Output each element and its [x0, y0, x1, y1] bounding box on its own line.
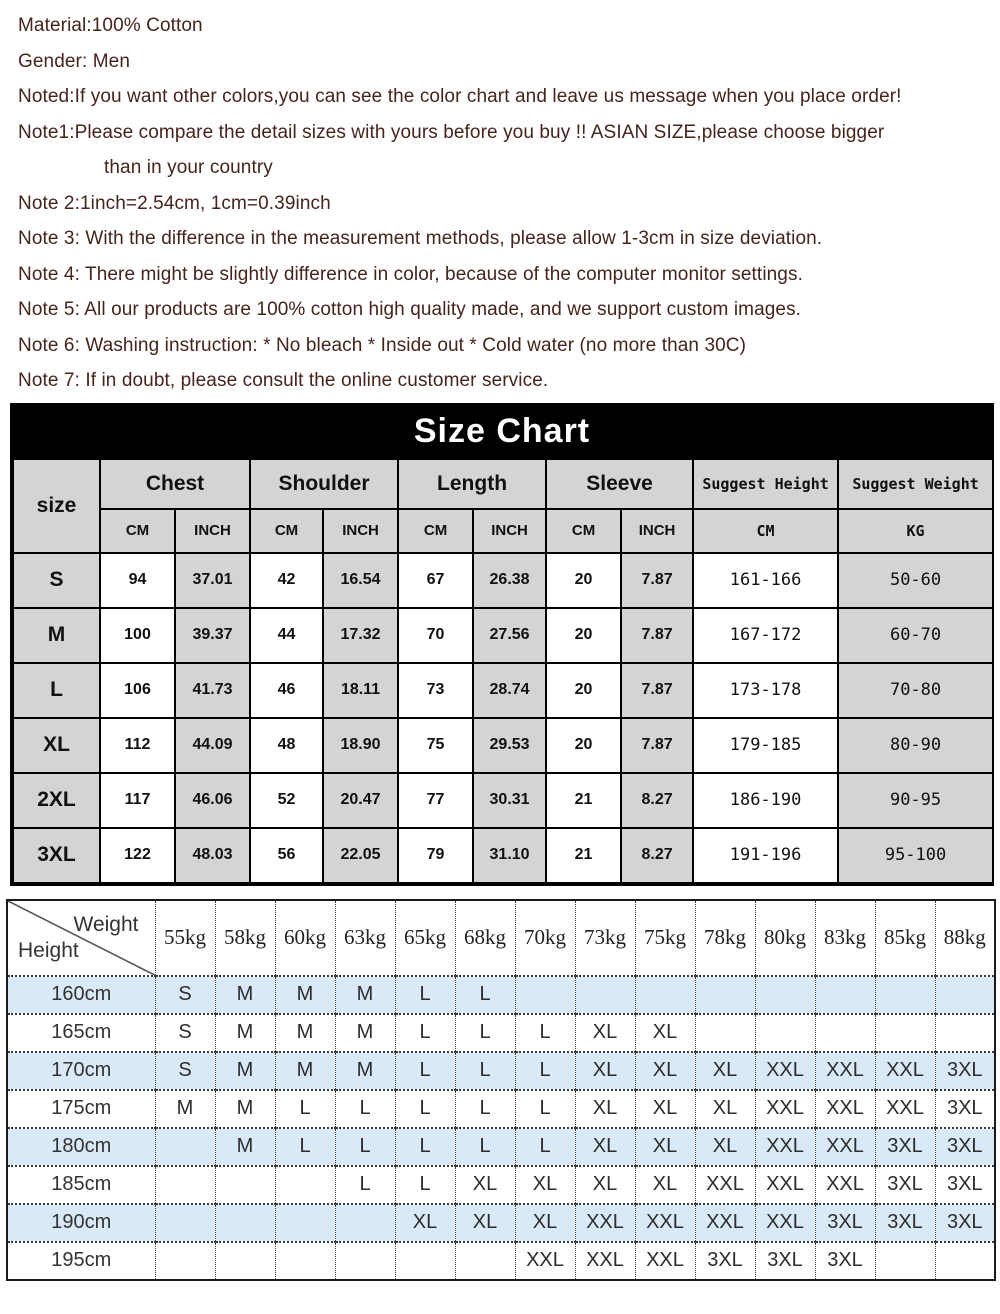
- suggest-weight-cell: 70-80: [838, 663, 993, 718]
- size-recommendation-cell: S: [155, 976, 215, 1014]
- size-recommendation-cell: XL: [575, 1128, 635, 1166]
- size-recommendation-cell: XL: [455, 1166, 515, 1204]
- size-chart-row: [13, 663, 993, 718]
- corner-height-label: Height: [18, 938, 79, 962]
- note-line: Note 6: Washing instruction: * No bleach * Inside out * Cold water (no more than 30C): [18, 334, 747, 356]
- size-chart-row: [13, 773, 993, 828]
- weight-header: 78kg: [695, 900, 755, 976]
- size-recommendation-cell: XXL: [755, 1204, 815, 1242]
- measurement-cell: 8.27: [621, 773, 693, 828]
- measurement-cell: 70: [398, 608, 473, 663]
- size-recommendation-cell: [215, 1166, 275, 1204]
- measurement-cell: 106: [100, 663, 175, 718]
- size-label: S: [13, 553, 100, 608]
- size-recommendation-cell: S: [155, 1014, 215, 1052]
- unit-header: INCH: [175, 509, 250, 553]
- note-line: Note 2:1inch=2.54cm, 1cm=0.39inch: [18, 192, 331, 214]
- measurement-cell: 42: [250, 553, 323, 608]
- size-recommendation-cell: 3XL: [935, 1128, 995, 1166]
- size-recommendation-cell: 3XL: [935, 1090, 995, 1128]
- size-recommendation-cell: M: [335, 1052, 395, 1090]
- size-recommendation-cell: XXL: [815, 1090, 875, 1128]
- weight-header: 60kg: [275, 900, 335, 976]
- measurement-cell: 20: [546, 663, 621, 718]
- size-recommendation-cell: M: [335, 1014, 395, 1052]
- size-recommendation-cell: [215, 1204, 275, 1242]
- size-recommendation-cell: [335, 1242, 395, 1280]
- weight-header: 73kg: [575, 900, 635, 976]
- size-recommendation-cell: L: [335, 1090, 395, 1128]
- height-weight-size-matrix: [6, 899, 996, 1281]
- matrix-row: [7, 1166, 995, 1204]
- size-recommendation-cell: L: [395, 1166, 455, 1204]
- size-recommendation-cell: [875, 1242, 935, 1280]
- size-chart: [10, 403, 994, 886]
- size-recommendation-cell: L: [395, 1014, 455, 1052]
- measurement-cell: 29.53: [473, 718, 546, 773]
- size-recommendation-cell: XL: [515, 1166, 575, 1204]
- size-recommendation-cell: S: [155, 1052, 215, 1090]
- measurement-cell: 48.03: [175, 828, 250, 883]
- measurement-cell: 31.10: [473, 828, 546, 883]
- size-recommendation-cell: [815, 1014, 875, 1052]
- size-recommendation-cell: [935, 1242, 995, 1280]
- size-chart-table: [12, 458, 994, 884]
- measurement-cell: 7.87: [621, 718, 693, 773]
- product-notes: [0, 0, 1000, 399]
- size-recommendation-cell: 3XL: [755, 1242, 815, 1280]
- size-recommendation-cell: XL: [635, 1014, 695, 1052]
- size-recommendation-cell: XL: [515, 1204, 575, 1242]
- size-recommendation-cell: L: [275, 1128, 335, 1166]
- size-label: XL: [13, 718, 100, 773]
- measurement-cell: 16.54: [323, 553, 398, 608]
- size-recommendation-cell: XXL: [695, 1204, 755, 1242]
- measurement-cell: 46.06: [175, 773, 250, 828]
- measurement-cell: 94: [100, 553, 175, 608]
- size-recommendation-cell: XXL: [575, 1242, 635, 1280]
- measurement-cell: 52: [250, 773, 323, 828]
- size-recommendation-cell: XXL: [575, 1204, 635, 1242]
- suggest-height-cell: 179-185: [693, 718, 838, 773]
- measurement-cell: 41.73: [175, 663, 250, 718]
- size-recommendation-cell: XL: [575, 1014, 635, 1052]
- size-recommendation-cell: [155, 1128, 215, 1166]
- measurement-cell: 20: [546, 608, 621, 663]
- size-recommendation-cell: M: [275, 1052, 335, 1090]
- size-recommendation-cell: XXL: [755, 1166, 815, 1204]
- measurement-cell: 100: [100, 608, 175, 663]
- size-recommendation-cell: L: [455, 976, 515, 1014]
- height-label: 170cm: [7, 1052, 155, 1090]
- size-recommendation-cell: M: [275, 976, 335, 1014]
- measurement-cell: 39.37: [175, 608, 250, 663]
- corner-weight-label: Weight: [73, 912, 139, 936]
- size-recommendation-cell: XXL: [755, 1052, 815, 1090]
- measurement-cell: 44.09: [175, 718, 250, 773]
- measurement-cell: 117: [100, 773, 175, 828]
- note-line: Note1:Please compare the detail sizes with yours before you buy !! ASIAN SIZE,please choose bigger: [18, 121, 885, 143]
- unit-header: CM: [100, 509, 175, 553]
- size-recommendation-cell: L: [515, 1128, 575, 1166]
- size-recommendation-cell: XXL: [875, 1052, 935, 1090]
- suggest-weight-cell: 60-70: [838, 608, 993, 663]
- measurement-cell: 27.56: [473, 608, 546, 663]
- size-recommendation-cell: [575, 976, 635, 1014]
- measurement-cell: 17.32: [323, 608, 398, 663]
- size-recommendation-cell: [275, 1242, 335, 1280]
- size-recommendation-cell: L: [395, 1128, 455, 1166]
- col-header-suggest-height: Suggest Height: [693, 459, 838, 509]
- unit-header: INCH: [323, 509, 398, 553]
- note-line: Note 3: With the difference in the measurement methods, please allow 1-3cm in size deviation.: [18, 228, 823, 249]
- size-recommendation-cell: M: [275, 1014, 335, 1052]
- weight-header: 55kg: [155, 900, 215, 976]
- size-recommendation-cell: XL: [695, 1090, 755, 1128]
- size-recommendation-cell: 3XL: [815, 1242, 875, 1280]
- size-recommendation-cell: [155, 1204, 215, 1242]
- size-recommendation-cell: [755, 976, 815, 1014]
- note-line: Gender: Men: [18, 50, 130, 72]
- size-recommendation-cell: L: [335, 1166, 395, 1204]
- measurement-cell: 79: [398, 828, 473, 883]
- size-recommendation-cell: 3XL: [875, 1166, 935, 1204]
- suggest-weight-cell: 95-100: [838, 828, 993, 883]
- size-recommendation-cell: 3XL: [935, 1052, 995, 1090]
- matrix-row: [7, 1128, 995, 1166]
- measurement-cell: 77: [398, 773, 473, 828]
- note-line: Note 5: All our products are 100% cotton high quality made, and we support custom images.: [18, 299, 802, 320]
- matrix-row: [7, 976, 995, 1014]
- suggest-height-cell: 191-196: [693, 828, 838, 883]
- measurement-cell: 46: [250, 663, 323, 718]
- size-recommendation-cell: M: [215, 1128, 275, 1166]
- size-chart-unit-header-row: [13, 509, 993, 553]
- size-recommendation-cell: XL: [695, 1128, 755, 1166]
- size-recommendation-cell: [875, 976, 935, 1014]
- size-recommendation-cell: L: [395, 1052, 455, 1090]
- height-label: 190cm: [7, 1204, 155, 1242]
- size-recommendation-cell: L: [455, 1014, 515, 1052]
- size-label: M: [13, 608, 100, 663]
- size-recommendation-cell: L: [275, 1090, 335, 1128]
- size-label: 3XL: [13, 828, 100, 883]
- measurement-cell: 73: [398, 663, 473, 718]
- suggest-weight-cell: 80-90: [838, 718, 993, 773]
- size-recommendation-cell: L: [515, 1090, 575, 1128]
- weight-header: 83kg: [815, 900, 875, 976]
- suggest-height-cell: 167-172: [693, 608, 838, 663]
- size-recommendation-cell: [635, 976, 695, 1014]
- size-recommendation-cell: M: [335, 976, 395, 1014]
- height-label: 180cm: [7, 1128, 155, 1166]
- height-label: 175cm: [7, 1090, 155, 1128]
- suggest-height-cell: 186-190: [693, 773, 838, 828]
- note-line: Note 7: If in doubt, please consult the online customer service.: [18, 370, 549, 391]
- unit-header: INCH: [473, 509, 546, 553]
- size-recommendation-cell: 3XL: [875, 1204, 935, 1242]
- weight-header: 70kg: [515, 900, 575, 976]
- matrix-header-row: [7, 900, 995, 976]
- matrix-row: [7, 1014, 995, 1052]
- size-recommendation-cell: L: [455, 1128, 515, 1166]
- size-recommendation-cell: XL: [635, 1090, 695, 1128]
- size-recommendation-cell: [815, 976, 875, 1014]
- size-recommendation-cell: 3XL: [695, 1242, 755, 1280]
- size-recommendation-cell: L: [335, 1128, 395, 1166]
- size-recommendation-cell: [155, 1242, 215, 1280]
- size-recommendation-cell: XL: [575, 1052, 635, 1090]
- size-recommendation-cell: XXL: [815, 1166, 875, 1204]
- measurement-cell: 26.38: [473, 553, 546, 608]
- size-recommendation-cell: XXL: [755, 1090, 815, 1128]
- weight-header: 63kg: [335, 900, 395, 976]
- height-label: 165cm: [7, 1014, 155, 1052]
- size-recommendation-cell: XL: [635, 1052, 695, 1090]
- size-recommendation-cell: L: [395, 976, 455, 1014]
- col-header-shoulder: Shoulder: [250, 459, 398, 509]
- weight-header: 68kg: [455, 900, 515, 976]
- size-recommendation-cell: M: [215, 1014, 275, 1052]
- size-recommendation-cell: [275, 1166, 335, 1204]
- size-chart-title: Size Chart: [12, 405, 992, 458]
- measurement-cell: 67: [398, 553, 473, 608]
- note-line: Note 4: There might be slightly difference in color, because of the computer monitor settings.: [18, 263, 803, 285]
- size-recommendation-cell: XL: [695, 1052, 755, 1090]
- col-header-suggest-weight: Suggest Weight: [838, 459, 993, 509]
- height-label: 185cm: [7, 1166, 155, 1204]
- suggest-height-cell: 161-166: [693, 553, 838, 608]
- size-recommendation-cell: XXL: [815, 1128, 875, 1166]
- col-header-sleeve: Sleeve: [546, 459, 693, 509]
- size-recommendation-cell: [935, 1014, 995, 1052]
- measurement-cell: 22.05: [323, 828, 398, 883]
- size-recommendation-cell: XL: [395, 1204, 455, 1242]
- matrix-row: [7, 1204, 995, 1242]
- measurement-cell: 7.87: [621, 663, 693, 718]
- size-recommendation-cell: XXL: [695, 1166, 755, 1204]
- size-recommendation-cell: XL: [575, 1090, 635, 1128]
- suggest-height-cell: 173-178: [693, 663, 838, 718]
- size-recommendation-cell: XXL: [635, 1204, 695, 1242]
- weight-header: 75kg: [635, 900, 695, 976]
- measurement-cell: 21: [546, 828, 621, 883]
- col-header-length: Length: [398, 459, 546, 509]
- size-recommendation-cell: XL: [455, 1204, 515, 1242]
- unit-header: CM: [250, 509, 323, 553]
- size-recommendation-cell: [875, 1014, 935, 1052]
- measurement-cell: 75: [398, 718, 473, 773]
- measurement-cell: 37.01: [175, 553, 250, 608]
- size-recommendation-cell: L: [395, 1090, 455, 1128]
- size-recommendation-cell: M: [215, 1052, 275, 1090]
- size-recommendation-cell: L: [455, 1090, 515, 1128]
- measurement-cell: 7.87: [621, 553, 693, 608]
- measurement-cell: 44: [250, 608, 323, 663]
- size-recommendation-cell: [755, 1014, 815, 1052]
- size-chart-group-header-row: [13, 459, 993, 509]
- matrix-row: [7, 1052, 995, 1090]
- measurement-cell: 18.11: [323, 663, 398, 718]
- weight-header: 65kg: [395, 900, 455, 976]
- size-recommendation-cell: L: [515, 1052, 575, 1090]
- size-recommendation-cell: XL: [575, 1166, 635, 1204]
- size-label: 2XL: [13, 773, 100, 828]
- size-recommendation-cell: M: [215, 976, 275, 1014]
- unit-header: INCH: [621, 509, 693, 553]
- measurement-cell: 48: [250, 718, 323, 773]
- size-chart-row: [13, 553, 993, 608]
- measurement-cell: 7.87: [621, 608, 693, 663]
- size-recommendation-cell: [455, 1242, 515, 1280]
- size-recommendation-cell: [335, 1204, 395, 1242]
- size-chart-row: [13, 828, 993, 883]
- size-recommendation-cell: [695, 976, 755, 1014]
- col-header-size: size: [13, 459, 100, 553]
- weight-header: 58kg: [215, 900, 275, 976]
- size-recommendation-cell: 3XL: [815, 1204, 875, 1242]
- col-header-chest: Chest: [100, 459, 250, 509]
- size-recommendation-cell: XXL: [755, 1128, 815, 1166]
- measurement-cell: 20.47: [323, 773, 398, 828]
- height-label: 160cm: [7, 976, 155, 1014]
- size-recommendation-cell: [155, 1166, 215, 1204]
- size-recommendation-cell: XL: [635, 1166, 695, 1204]
- measurement-cell: 21: [546, 773, 621, 828]
- size-recommendation-cell: M: [155, 1090, 215, 1128]
- measurement-cell: 56: [250, 828, 323, 883]
- size-recommendation-cell: [935, 976, 995, 1014]
- size-recommendation-cell: 3XL: [875, 1128, 935, 1166]
- measurement-cell: 112: [100, 718, 175, 773]
- size-recommendation-cell: 3XL: [935, 1204, 995, 1242]
- note-line: Material:100% Cotton: [18, 15, 203, 36]
- measurement-cell: 20: [546, 553, 621, 608]
- size-recommendation-cell: [395, 1242, 455, 1280]
- size-recommendation-cell: [695, 1014, 755, 1052]
- measurement-cell: 28.74: [473, 663, 546, 718]
- weight-header: 88kg: [935, 900, 995, 976]
- measurement-cell: 122: [100, 828, 175, 883]
- measurement-cell: 20: [546, 718, 621, 773]
- size-recommendation-cell: XXL: [815, 1052, 875, 1090]
- suggest-weight-cell: 90-95: [838, 773, 993, 828]
- note-line: Noted:If you want other colors,you can see the color chart and leave us message when you place order!: [18, 86, 902, 107]
- measurement-cell: 18.90: [323, 718, 398, 773]
- unit-header: CM: [398, 509, 473, 553]
- weight-header: 85kg: [875, 900, 935, 976]
- note-line: than in your country: [104, 157, 273, 178]
- suggest-weight-cell: 50-60: [838, 553, 993, 608]
- size-recommendation-cell: XXL: [635, 1242, 695, 1280]
- weight-header: 80kg: [755, 900, 815, 976]
- size-chart-row: [13, 608, 993, 663]
- matrix-corner-cell: [7, 900, 155, 976]
- size-recommendation-cell: L: [515, 1014, 575, 1052]
- size-recommendation-cell: L: [455, 1052, 515, 1090]
- size-recommendation-cell: M: [215, 1090, 275, 1128]
- size-chart-row: [13, 718, 993, 773]
- unit-header-suggest-weight: KG: [838, 509, 993, 553]
- size-recommendation-cell: [515, 976, 575, 1014]
- height-label: 195cm: [7, 1242, 155, 1280]
- size-recommendation-cell: [275, 1204, 335, 1242]
- size-recommendation-cell: [215, 1242, 275, 1280]
- size-recommendation-cell: XXL: [875, 1090, 935, 1128]
- size-recommendation-cell: 3XL: [935, 1166, 995, 1204]
- unit-header: CM: [546, 509, 621, 553]
- measurement-cell: 30.31: [473, 773, 546, 828]
- size-label: L: [13, 663, 100, 718]
- size-recommendation-cell: XL: [635, 1128, 695, 1166]
- measurement-cell: 8.27: [621, 828, 693, 883]
- unit-header-suggest-height: CM: [693, 509, 838, 553]
- size-recommendation-cell: XXL: [515, 1242, 575, 1280]
- matrix-row: [7, 1242, 995, 1280]
- matrix-row: [7, 1090, 995, 1128]
